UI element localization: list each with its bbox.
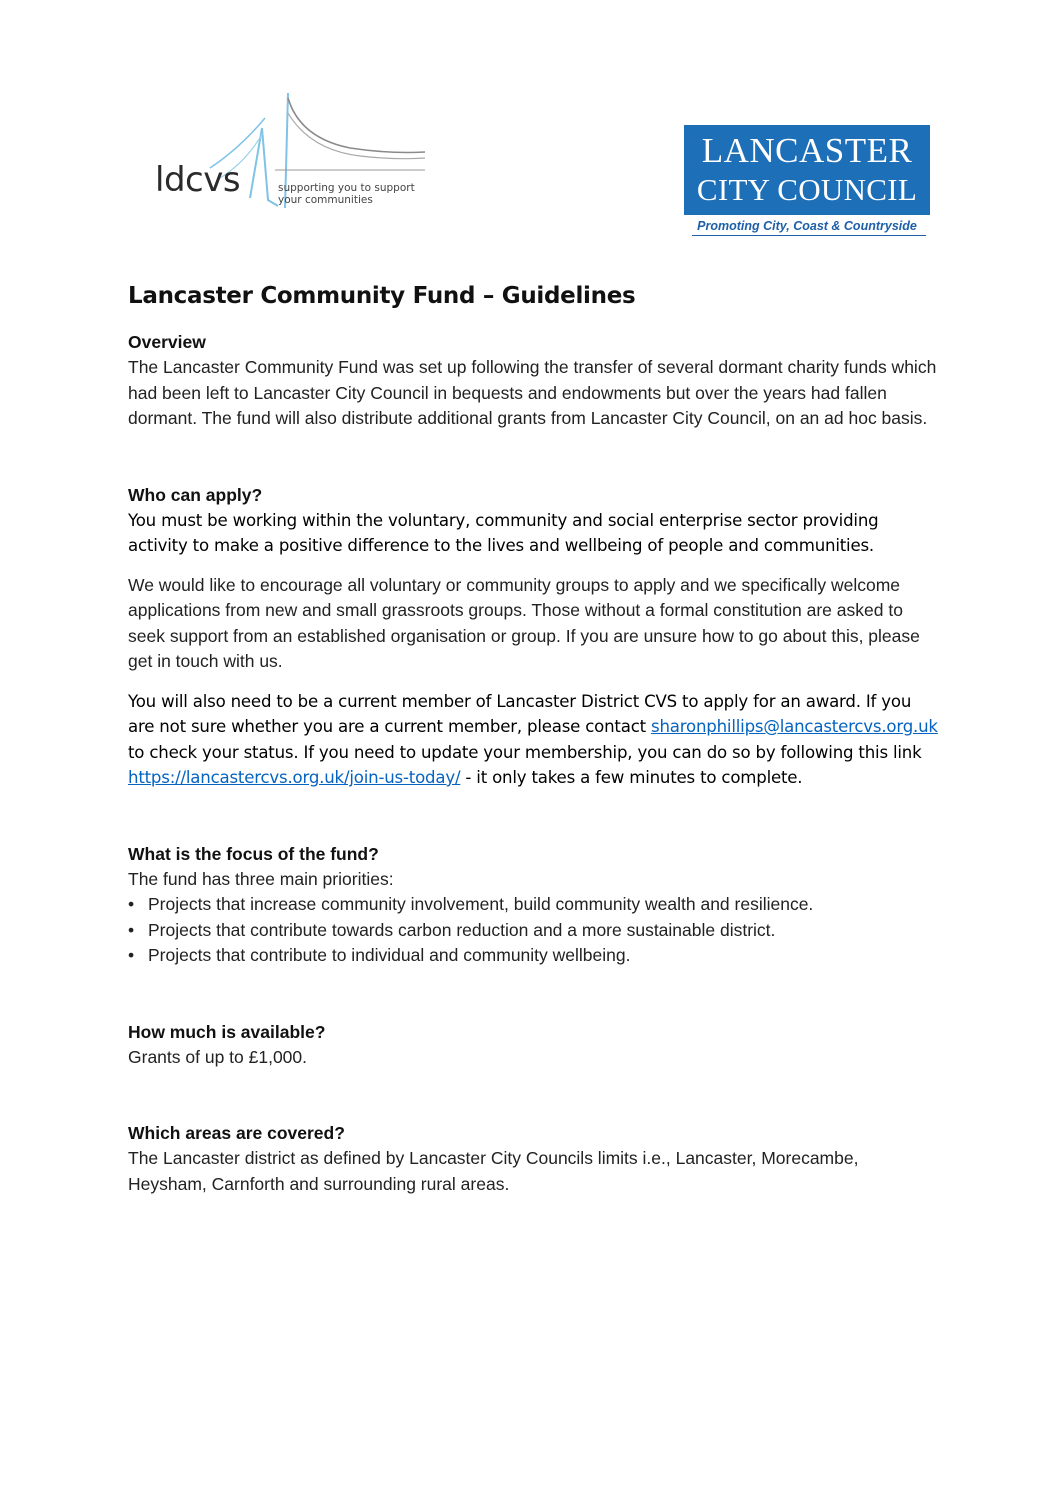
document-body <box>128 283 938 1197</box>
contact-email-link[interactable]: sharonphillips@lancastercvs.org.uk <box>651 717 938 736</box>
ldcvs-logo <box>150 88 435 218</box>
amount-section <box>128 1019 938 1071</box>
membership-text-a: You will also need to be a current member of Lancaster District CVS to apply for an award. If you are not sure whether you are a current member, please contact <box>128 691 912 736</box>
focus-intro: The fund has three main priorities: <box>128 868 394 889</box>
overview-body: The Lancaster Community Fund was set up following the transfer of several dormant charity funds which had been left to Lancaster City Council in bequests and endowments but over the years had fallen dormant. The fund will also distribute additional grants from Lancaster City Council, on an ad hoc basis. <box>128 357 937 428</box>
council-logo-line2: CITY COUNCIL <box>696 172 918 207</box>
membership-text-c: - it only takes a few minutes to complete. <box>460 768 803 787</box>
who-encouragement: We would like to encourage all voluntary or community groups to apply and we specifically welcome applications from new and small grassroots groups. Those without a formal constitution are asked to seek support from an established organisation or group. If you are unsure how to go about this, please get in touch with us. <box>128 574 920 671</box>
council-logo <box>684 125 930 236</box>
council-logo-box <box>684 125 930 215</box>
council-logo-tagline: Promoting City, Coast & Countryside <box>697 219 917 233</box>
page-title: Lancaster Community Fund – Guidelines <box>128 283 636 309</box>
list-item: • Projects that increase community involvement, build community wealth and resilience. <box>128 892 938 918</box>
priorities-list <box>128 892 938 969</box>
areas-body: The Lancaster district as defined by Lancaster City Councils limits i.e., Lancaster, Morecambe, Heysham, Carnforth and surrounding rural areas. <box>128 1148 859 1194</box>
who-eligibility: You must be working within the voluntary, community and social enterprise sector providing activity to make a positive difference to the lives and wellbeing of people and communities. <box>128 510 879 555</box>
join-us-link[interactable]: https://lancastercvs.org.uk/join-us-today/ <box>128 768 461 787</box>
council-logo-underline <box>692 235 926 236</box>
who-section <box>128 482 938 791</box>
ldcvs-tagline-line2: your communities <box>278 194 373 206</box>
list-item: • Projects that contribute to individual and community wellbeing. <box>128 943 938 969</box>
list-item: • Projects that contribute towards carbon reduction and a more sustainable district. <box>128 918 938 944</box>
ldcvs-tagline-line1: supporting you to support <box>278 182 415 194</box>
amount-body: Grants of up to £1,000. <box>128 1046 308 1067</box>
areas-section <box>128 1120 938 1197</box>
council-logo-line1: LANCASTER <box>701 131 913 170</box>
ldcvs-tagline <box>278 182 415 206</box>
focus-section <box>128 841 938 969</box>
ldcvs-wordmark: ldcvs <box>155 160 241 200</box>
areas-heading: Which areas are covered? <box>128 1123 345 1143</box>
who-heading: Who can apply? <box>128 484 263 505</box>
amount-heading: How much is available? <box>128 1021 326 1042</box>
focus-heading: What is the focus of the fund? <box>128 843 379 864</box>
overview-heading: Overview <box>128 332 206 352</box>
overview-section <box>128 329 938 432</box>
who-membership <box>128 689 938 791</box>
membership-text-b: to check your status. If you need to update your membership, you can do so by following this link <box>128 742 922 762</box>
